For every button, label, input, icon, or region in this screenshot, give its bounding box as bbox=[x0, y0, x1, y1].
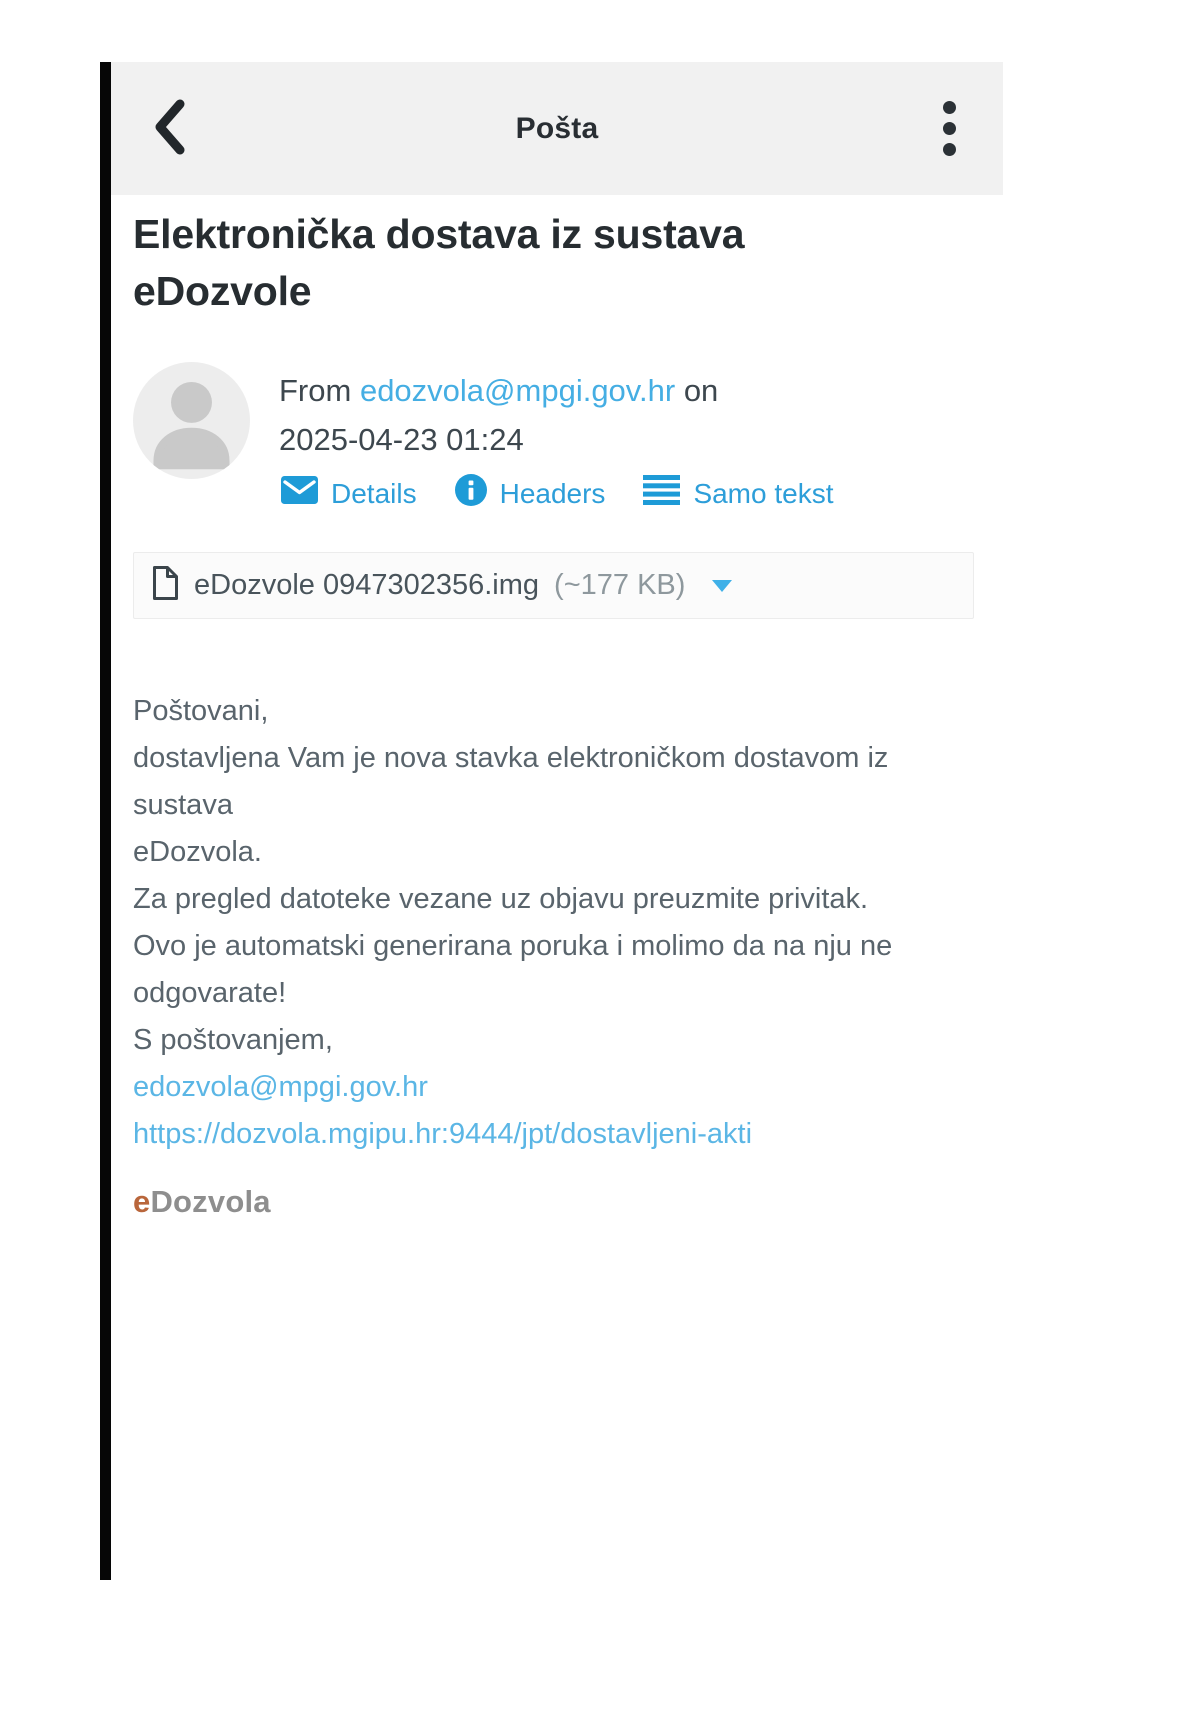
email-body bbox=[133, 688, 963, 1225]
from-label: From bbox=[279, 373, 352, 408]
attachment-size: (~177 KB) bbox=[554, 569, 686, 601]
sender-info bbox=[279, 366, 718, 464]
greeting-line: Poštovani, bbox=[133, 695, 269, 727]
from-line bbox=[279, 366, 718, 415]
details-label: Details bbox=[331, 477, 417, 509]
logo-rest: Dozvola bbox=[150, 1184, 271, 1219]
headers-button[interactable] bbox=[455, 474, 606, 513]
edozvola-logo bbox=[133, 1178, 963, 1225]
auto-reply-line-1: Ovo je automatski generirana poruka i molimo da na nju ne bbox=[133, 930, 893, 962]
attachment-name: eDozvole 0947302356.img bbox=[194, 569, 540, 601]
details-button[interactable] bbox=[281, 476, 417, 511]
plain-text-label: Samo tekst bbox=[693, 477, 834, 509]
logo-prefix: e bbox=[133, 1184, 151, 1219]
email-subject: Elektronička dostava iz sustava eDozvole bbox=[133, 211, 745, 314]
envelope-icon bbox=[281, 476, 318, 511]
overflow-menu-button[interactable] bbox=[921, 62, 977, 195]
info-icon bbox=[455, 474, 487, 513]
date-line: 2025-04-23 01:24 bbox=[279, 422, 524, 457]
message-actions bbox=[281, 474, 834, 513]
avatar bbox=[133, 362, 250, 479]
page-title: Pošta bbox=[515, 111, 599, 145]
kebab-menu-icon bbox=[943, 101, 956, 156]
person-icon bbox=[133, 362, 250, 479]
auto-reply-line-2: odgovarate! bbox=[133, 977, 287, 1009]
signature-email-link[interactable]: edozvola@mpgi.gov.hr bbox=[133, 1071, 428, 1103]
from-email-link[interactable]: edozvola@mpgi.gov.hr bbox=[359, 373, 676, 408]
attachment-row[interactable] bbox=[133, 552, 974, 619]
closing-line: S poštovanjem, bbox=[133, 1024, 333, 1056]
triangle-down-icon[interactable] bbox=[712, 580, 732, 592]
from-on-label: on bbox=[683, 373, 719, 408]
plain-text-button[interactable] bbox=[643, 475, 833, 512]
app-bar bbox=[111, 62, 1003, 195]
download-instruction-line: Za pregled datoteke vezane uz objavu preuzmite privitak. bbox=[133, 883, 869, 915]
delivery-line-1: dostavljena Vam je nova stavka elektroničkom dostavom iz sustava bbox=[133, 742, 889, 821]
left-edge-bar bbox=[100, 62, 111, 1580]
signature-url-link[interactable]: https://dozvola.mgipu.hr:9444/jpt/dostavljeni-akti bbox=[133, 1118, 753, 1150]
headers-label: Headers bbox=[499, 477, 606, 509]
delivery-line-2: eDozvola. bbox=[133, 836, 262, 868]
file-icon bbox=[152, 565, 179, 606]
text-lines-icon bbox=[643, 475, 680, 512]
